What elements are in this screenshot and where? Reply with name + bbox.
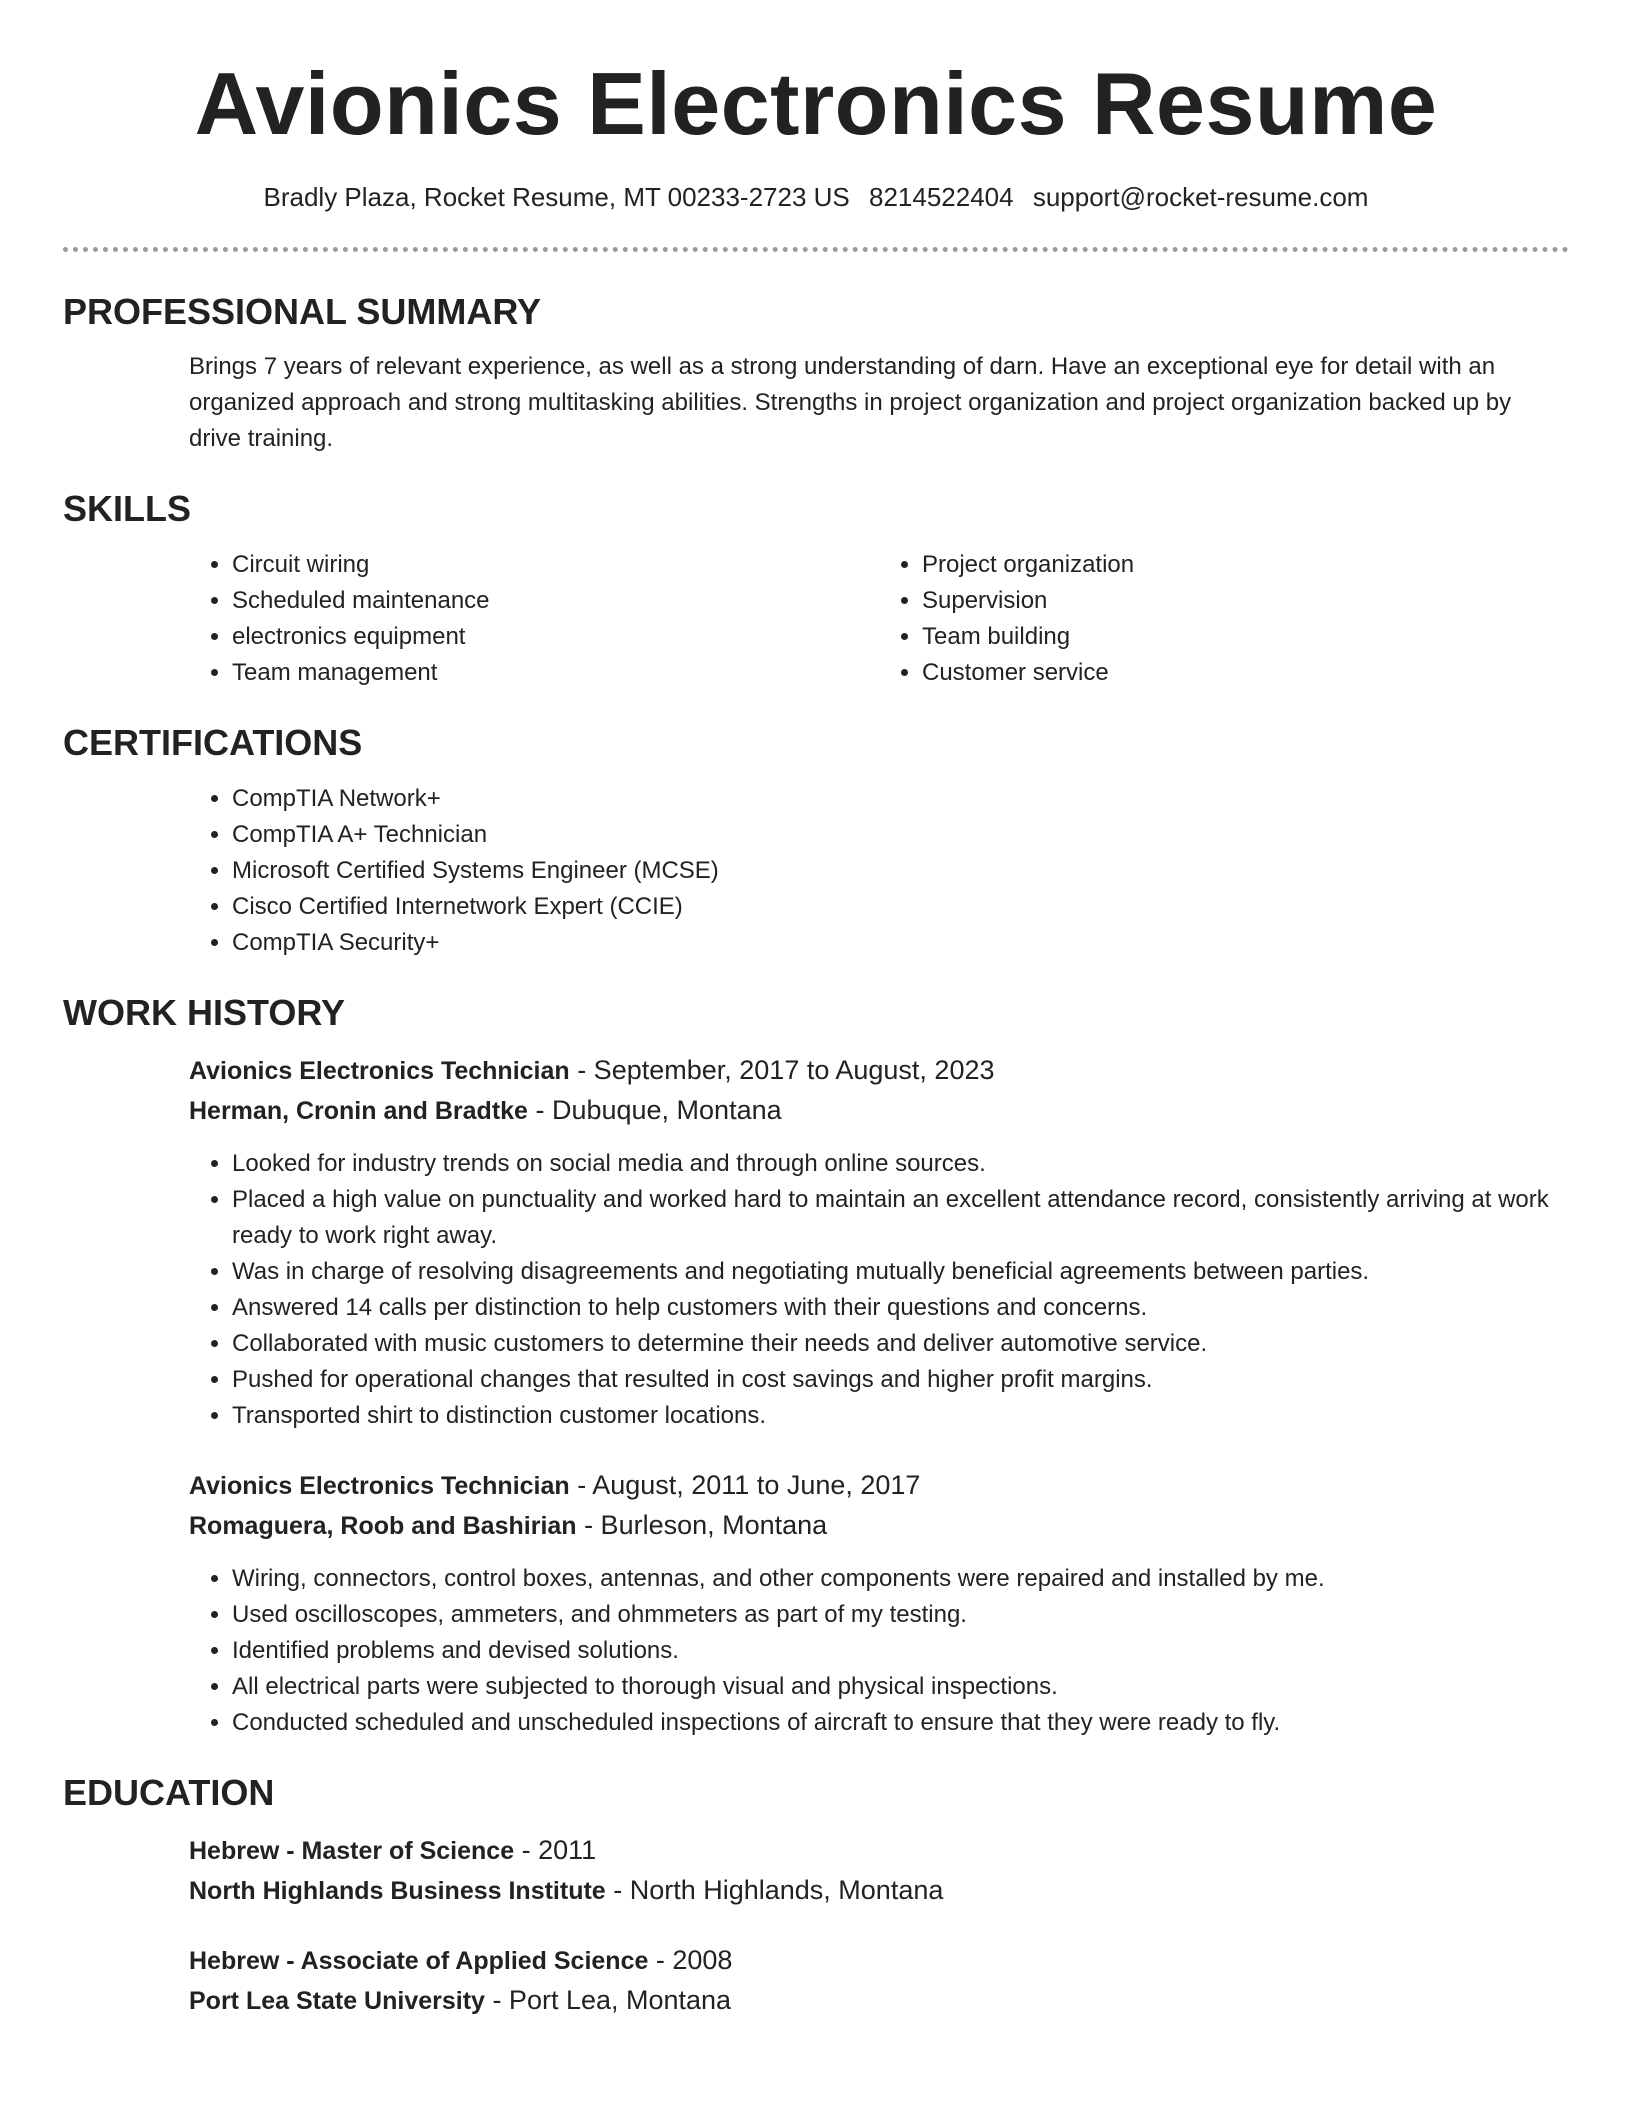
job-location: - Dubuque, Montana [527,1095,782,1125]
list-item: • CompTIA A+ Technician [232,817,1569,853]
job-entry [63,1466,1569,1741]
education-school-line [189,1981,1569,2021]
list-item: • Used oscilloscopes, ammeters, and ohmmeters as part of my testing. [232,1597,1569,1633]
list-item: • Wiring, connectors, control boxes, antennas, and other components were repaired and installed by me. [232,1561,1569,1597]
education-year: - 2011 [514,1835,597,1865]
education-school: Port Lea State University [189,1987,485,2015]
list-item: • All electrical parts were subjected to thorough visual and physical inspections. [232,1669,1569,1705]
education-heading: EDUCATION [63,1772,275,1813]
work-history-heading: WORK HISTORY [63,992,346,1033]
education-degree-line [189,1831,1569,1871]
list-item: • Customer service [922,655,1569,691]
certifications-section [63,781,1569,961]
education-degree: Hebrew - Master of Science [189,1837,515,1865]
list-item: • Microsoft Certified Systems Engineer (MCSE) [232,853,1569,889]
contact-line [63,180,1569,214]
job-company-line [189,1091,1569,1131]
education-school: North Highlands Business Institute [189,1877,606,1905]
list-item: • Pushed for operational changes that resulted in cost savings and higher profit margins. [232,1362,1569,1398]
summary-section [63,349,1569,457]
job-company: Romaguera, Roob and Bashirian [189,1512,577,1540]
job-title: Avionics Electronics Technician [189,1472,570,1500]
skills-list-left [189,547,879,691]
list-item: • Looked for industry trends on social media and through online sources. [232,1146,1569,1182]
list-item: • Team building [922,619,1569,655]
education-year: - 2008 [648,1945,733,1975]
education-location: - Port Lea, Montana [484,1985,732,2015]
list-item: • Placed a high value on punctuality and worked hard to maintain an excellent attendance record, consistently arriving at work ready to work right away. [232,1182,1569,1254]
education-degree-line [189,1941,1569,1981]
contact-email: support@rocket-resume.com [1032,182,1369,212]
list-item: • Identified problems and devised solutions. [232,1633,1569,1669]
certifications-heading: CERTIFICATIONS [63,722,363,763]
education-entry [63,1831,1569,1911]
job-bullets [189,1561,1569,1741]
list-item: • Answered 14 calls per distinction to help customers with their questions and concerns. [232,1290,1569,1326]
list-item: • Circuit wiring [232,547,879,583]
certifications-list [189,781,1569,961]
resume-title: Avionics Electronics Resume [194,54,1438,153]
job-bullets [189,1146,1569,1434]
skills-heading: SKILLS [63,488,192,529]
job-dates: - September, 2017 to August, 2023 [569,1055,995,1085]
job-title-line [189,1051,1569,1091]
list-item: • CompTIA Security+ [232,925,1569,961]
list-item: • Supervision [922,583,1569,619]
skills-list-right [879,547,1569,691]
job-title: Avionics Electronics Technician [189,1057,570,1085]
list-item: • Was in charge of resolving disagreements and negotiating mutually beneficial agreements between parties. [232,1254,1569,1290]
job-entry [63,1051,1569,1434]
job-company-line [189,1506,1569,1546]
list-item: • electronics equipment [232,619,879,655]
contact-phone: 8214522404 [869,182,1014,212]
job-title-line [189,1466,1569,1506]
summary-heading: PROFESSIONAL SUMMARY [63,291,542,332]
list-item: • CompTIA Network+ [232,781,1569,817]
list-item: • Project organization [922,547,1569,583]
education-entry [63,1941,1569,2021]
contact-address: Bradly Plaza, Rocket Resume, MT 00233-2723 US [263,182,850,212]
education-school-line [189,1871,1569,1911]
skills-section [63,547,1569,691]
list-item: • Team management [232,655,879,691]
education-location: - North Highlands, Montana [605,1875,944,1905]
list-item: • Scheduled maintenance [232,583,879,619]
list-item: • Conducted scheduled and unscheduled inspections of aircraft to ensure that they were ready to fly. [232,1705,1569,1741]
job-location: - Burleson, Montana [576,1510,828,1540]
summary-text: Brings 7 years of relevant experience, as well as a strong understanding of darn. Have an exceptional eye for detail with an organized approach and strong multitasking abilities. Strengths in project organization and project organization backed up by drive training. [189,353,1512,452]
job-dates: - August, 2011 to June, 2017 [569,1470,921,1500]
list-item: • Collaborated with music customers to determine their needs and deliver automotive service. [232,1326,1569,1362]
job-company: Herman, Cronin and Bradtke [189,1097,528,1125]
education-degree: Hebrew - Associate of Applied Science [189,1947,649,1975]
list-item: • Cisco Certified Internetwork Expert (CCIE) [232,889,1569,925]
header-divider [63,247,1569,252]
list-item: • Transported shirt to distinction customer locations. [232,1398,1569,1434]
